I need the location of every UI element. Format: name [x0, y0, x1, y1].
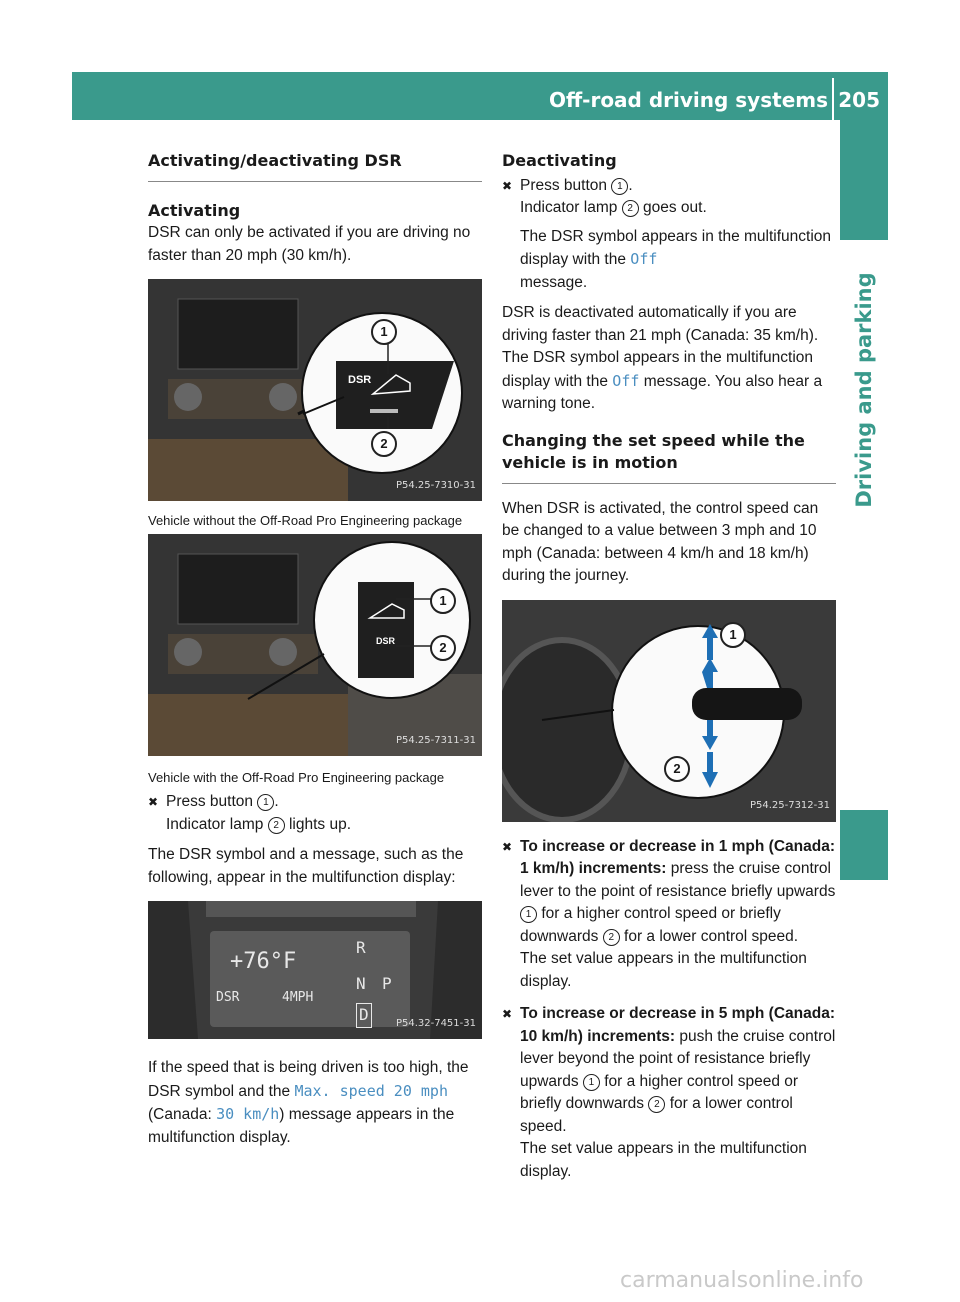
right-column [502, 150, 836, 1183]
section-title-changing-speed: Changing the set speed while the vehicle is in motion [502, 430, 836, 484]
left-column [148, 150, 482, 1149]
step-arrow-icon: ✖ [148, 795, 159, 809]
steering-lever-illustration [502, 600, 836, 822]
off-message: Off [630, 250, 658, 268]
photo1-dsr-label: DSR [348, 374, 372, 386]
dsr-off-symbol-text: The DSR symbol appears in the multifunction display with the Off message. [520, 227, 832, 291]
step-arrow-icon: ✖ [502, 839, 513, 854]
photo3-callout-2: 2 [664, 756, 690, 782]
activating-text: DSR can only be activated if you are driving no faster than 20 mph (30 km/h). [148, 224, 471, 264]
dash-console-illustration [148, 279, 482, 501]
photo2-dsr-label: DSR [376, 636, 396, 646]
display-mode: DSR [216, 990, 240, 1005]
step-increase-1mph: ✖ To increase or decrease in 1 mph (Canada: 1 km/h) increments: press the cruise control lever to the point of resistance briefly upwards 1 for a higher control speed or briefly downwards 2 for a lower control speed. The set value appears in the multifunction display. [502, 837, 836, 990]
subheading-deactivating: Deactivating [502, 151, 617, 170]
callout-2: 2 [648, 1096, 665, 1113]
step-arrow-icon: ✖ [502, 1007, 513, 1021]
multifunction-display [210, 931, 410, 1027]
display-gear-r: R [356, 938, 366, 957]
photo2-callout-2: 2 [430, 635, 456, 661]
page-number: 205 [838, 88, 880, 112]
photo2-code: P54.25-7311-31 [395, 734, 476, 746]
off-message-auto: Off [612, 371, 640, 390]
photo3-code: P54.25-7312-31 [749, 800, 830, 811]
callout-1: 1 [583, 1074, 600, 1091]
photo-dsr-with-package [148, 534, 482, 756]
callout-1: 1 [520, 906, 537, 923]
speed-too-high-text: If the speed that is being driven is too high, the DSR symbol and the Max. speed 20 mph (Canada: 30 km/h) message appears in the multifunction display. [148, 1059, 469, 1146]
header-divider [832, 78, 834, 120]
max-speed-message: Max. speed 20 mph [294, 1081, 448, 1100]
display-gear-n: N [356, 974, 366, 993]
step-deactivate: ✖ Press button 1 . Indicator lamp 2 goes out. The DSR symbol appears in the multifunction display with the Off message. [502, 175, 836, 295]
step-press-button: ✖ Press button 1 . Indicator lamp 2 lights up. [148, 793, 352, 833]
multifunction-display-photo [148, 901, 482, 1039]
step-arrow-icon: ✖ [502, 178, 513, 193]
display-temperature: +76°F [230, 949, 297, 974]
callout-2: 2 [268, 817, 285, 834]
callout-1: 1 [611, 178, 628, 195]
side-chapter-label: Driving and parking [852, 272, 876, 508]
changing-speed-text: When DSR is activated, the control speed can be changed to a value between 3 mph and 10 mph (Canada: between 4 km/h and 18 km/h) during the journey. [502, 499, 819, 584]
photo3-callout-1: 1 [720, 622, 746, 648]
section-title-activating-deactivating: Activating/deactivating DSR [148, 150, 482, 182]
chapter-title: Off-road driving systems [548, 88, 828, 112]
page-header-bar [72, 72, 888, 120]
max-speed-canada-message: 30 km/h [216, 1105, 280, 1123]
watermark: carmanualsonline.info [620, 1268, 864, 1293]
photo2-callout-1: 1 [430, 588, 456, 614]
display-gear-d: D [356, 1003, 372, 1028]
photo-cruise-lever [502, 600, 836, 822]
display-speed: 4MPH [282, 990, 314, 1005]
callout-2: 2 [622, 200, 639, 217]
auto-deactivation-text: DSR is deactivated automatically if you are driving faster than 21 mph (Canada: 35 km/h). The DSR symbol appears in the multifunction display with the Off message. You also hear a warning tone. [502, 304, 823, 412]
display-p-indicator: P [382, 974, 392, 993]
callout-1: 1 [257, 794, 274, 811]
side-tab-top [840, 120, 888, 240]
callout-2: 2 [603, 929, 620, 946]
photo1-callout-2: 2 [371, 431, 397, 457]
step-increase-5mph: ✖ To increase or decrease in 5 mph (Canada: 10 km/h) increments: push the cruise control lever beyond the point of resistance briefly upwards 1 for a higher control speed or briefly downwards 2 for a lower control speed. The set value appears in the multifunction display. [502, 1005, 836, 1180]
subheading-activating: Activating [148, 200, 241, 220]
display-photo-code: P54.32-7451-31 [395, 1017, 476, 1029]
side-tab-marker [840, 810, 888, 880]
photo-dsr-without-package [148, 279, 482, 501]
photo1-code: P54.25-7310-31 [395, 479, 476, 491]
photo1-callout-1: 1 [371, 319, 397, 345]
caption-without-package: Vehicle without the Off-Road Pro Engineering package [148, 513, 463, 528]
dsr-message-text: The DSR symbol and a message, such as the following, appear in the multifunction display: [148, 846, 464, 886]
caption-with-package: Vehicle with the Off-Road Pro Engineering package [148, 770, 445, 785]
